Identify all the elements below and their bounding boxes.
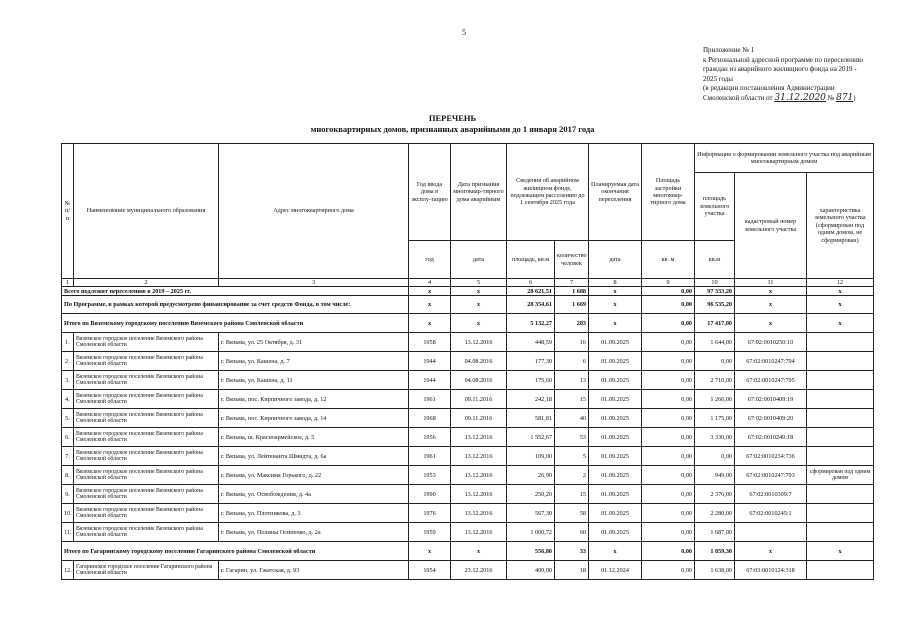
municipality-cell: Вяземское городское поселение Вяземского района Смоленской области <box>74 333 219 352</box>
header-built-area: Площадь застройки многоквар-тирного дома <box>642 144 695 241</box>
number-sign: № <box>827 93 835 102</box>
total-value: 97 333,20 <box>695 287 735 296</box>
total-value: х <box>589 287 642 296</box>
year-cell: 1976 <box>409 504 451 523</box>
characteristic-cell <box>807 485 874 504</box>
cadastral-cell: 67:02:0010409:19 <box>735 390 807 409</box>
row-number: 4. <box>62 390 74 409</box>
total-value: 28 621,51 <box>507 287 555 296</box>
total-value: х <box>735 542 807 561</box>
column-number: 3 <box>219 279 409 287</box>
total-value: 283 <box>555 314 589 333</box>
area-cell: 567,30 <box>507 504 555 523</box>
cadastral-cell: 67:02:0010234:736 <box>735 447 807 466</box>
land-area-cell: 1 175,00 <box>695 409 735 428</box>
land-area-cell: 0,00 <box>695 352 735 371</box>
year-cell: 1968 <box>409 409 451 428</box>
planned-date-cell: 01.09.2025 <box>589 333 642 352</box>
land-area-cell: 3 330,00 <box>695 428 735 447</box>
address-cell: г. Вязьма, ул. 25 Октября, д. 31 <box>219 333 409 352</box>
cadastral-cell: 67:02:0010309:7 <box>735 485 807 504</box>
recognition-date-cell: 13.12.2016 <box>451 428 507 447</box>
planned-date-cell: 01.09.2025 <box>589 504 642 523</box>
handwritten-date: 31.12.2020 <box>774 92 826 103</box>
header-land-area: площадь земельного участка <box>695 173 735 241</box>
built-area-cell: 0,00 <box>642 409 695 428</box>
land-area-cell: 1 687,00 <box>695 523 735 542</box>
cadastral-cell: 67:02:0010247:793 <box>735 466 807 485</box>
row-number: 9. <box>62 485 74 504</box>
header-housing-info: Сведения об аварийном жилищном фонде, подлежащем расселению до 1 сентября 2025 года <box>507 144 589 241</box>
area-cell: 581,81 <box>507 409 555 428</box>
table-row <box>62 428 874 447</box>
built-area-cell: 0,00 <box>642 504 695 523</box>
table-row <box>62 409 874 428</box>
area-cell: 1 000,72 <box>507 523 555 542</box>
unit-area: площадь, кв.м <box>507 241 555 279</box>
table-row <box>62 466 874 485</box>
header-recognition: Дата признания многоквар-тирного дома аварийным <box>451 144 507 241</box>
unit-people: количество человек <box>555 241 589 279</box>
address-cell: г. Гагарин, ул. Гжатская, д. 93 <box>219 561 409 580</box>
year-cell: 1956 <box>409 428 451 447</box>
total-value: 0,00 <box>642 287 695 296</box>
municipality-cell: Вяземское городское поселение Вяземского района Смоленской области <box>74 447 219 466</box>
address-cell: г. Вязьма, ул. Максима Горького, д. 22 <box>219 466 409 485</box>
area-cell: 175,60 <box>507 371 555 390</box>
total-value: х <box>409 287 451 296</box>
table-row <box>62 371 874 390</box>
recognition-date-cell: 23.12.2016 <box>451 561 507 580</box>
characteristic-cell <box>807 390 874 409</box>
municipality-cell: Вяземское городское поселение Вяземского района Смоленской области <box>74 428 219 447</box>
people-cell: 6 <box>555 352 589 371</box>
recognition-date-cell: 13.12.2016 <box>451 485 507 504</box>
land-area-cell: 1 644,00 <box>695 333 735 352</box>
recognition-date-cell: 13.12.2016 <box>451 333 507 352</box>
year-cell: 1961 <box>409 390 451 409</box>
header-characteristic: характеристика земельного участка (сформирован под одним домом, не сформирован) <box>807 173 874 279</box>
buildings-table <box>61 143 874 580</box>
table-row <box>62 447 874 466</box>
total-value: 1 859,30 <box>695 542 735 561</box>
municipality-cell: Вяземское городское поселение Вяземского района Смоленской области <box>74 466 219 485</box>
people-cell: 60 <box>555 523 589 542</box>
people-cell: 18 <box>555 561 589 580</box>
area-cell: 242,18 <box>507 390 555 409</box>
total-value: 17 417,00 <box>695 314 735 333</box>
address-cell: г. Вязьма, ул. Освобождения, д. 4а <box>219 485 409 504</box>
unit-date: дата <box>451 241 507 279</box>
cadastral-cell <box>735 523 807 542</box>
header-planned: Планируемая дата окончания переселения <box>589 144 642 241</box>
total-value: 28 354,61 <box>507 296 555 314</box>
characteristic-cell <box>807 352 874 371</box>
total-value: х <box>451 314 507 333</box>
planned-date-cell: 01.09.2025 <box>589 523 642 542</box>
recognition-date-cell: 04.08.2016 <box>451 371 507 390</box>
recognition-date-cell: 13.12.2016 <box>451 523 507 542</box>
unit-sqm: кв. м <box>642 241 695 279</box>
table-row <box>62 390 874 409</box>
row-number: 8. <box>62 466 74 485</box>
total-value: х <box>451 542 507 561</box>
built-area-cell: 0,00 <box>642 352 695 371</box>
total-row <box>62 314 874 333</box>
characteristic-cell <box>807 409 874 428</box>
total-row <box>62 287 874 296</box>
column-number: 5 <box>451 279 507 287</box>
total-value: 1 669 <box>555 296 589 314</box>
people-cell: 40 <box>555 409 589 428</box>
total-value: х <box>409 314 451 333</box>
total-value: х <box>735 287 807 296</box>
year-cell: 1954 <box>409 561 451 580</box>
total-value: х <box>451 296 507 314</box>
planned-date-cell: 01.12.2024 <box>589 561 642 580</box>
total-value: 0,00 <box>642 542 695 561</box>
total-value: 1 688 <box>555 287 589 296</box>
row-number: 10. <box>62 504 74 523</box>
appendix-line: (в редакции постановления Администрации <box>703 84 835 92</box>
column-number: 1 <box>62 279 74 287</box>
unit-year: год <box>409 241 451 279</box>
total-value: х <box>807 296 874 314</box>
row-number: 11. <box>62 523 74 542</box>
total-row <box>62 296 874 314</box>
built-area-cell: 0,00 <box>642 333 695 352</box>
municipality-cell: Гагаринское городское поселение Гагаринского района Смоленской области <box>74 561 219 580</box>
address-cell: г. Вязьма, ул. Плотникова, д. 3 <box>219 504 409 523</box>
recognition-date-cell: 09.11.2016 <box>451 409 507 428</box>
row-number: 7. <box>62 447 74 466</box>
column-number: 8 <box>589 279 642 287</box>
year-cell: 1961 <box>409 447 451 466</box>
column-number: 6 <box>507 279 555 287</box>
total-value: х <box>735 314 807 333</box>
closing-paren: ) <box>853 93 856 102</box>
column-number: 12 <box>807 279 874 287</box>
total-label: Всего подлежит переселению в 2019 – 2025 гг. <box>62 287 409 296</box>
header-address: Адрес многоквартирного дома <box>219 144 409 279</box>
land-area-cell: 2 280,00 <box>695 504 735 523</box>
planned-date-cell: 01.09.2025 <box>589 428 642 447</box>
cadastral-cell: 67:02:0010250:10 <box>735 333 807 352</box>
appendix-line <box>703 94 893 104</box>
header-cadastral: кадастровый номер земельного участка <box>735 173 807 279</box>
total-value: 33 <box>555 542 589 561</box>
planned-date-cell: 01.09.2025 <box>589 447 642 466</box>
year-cell: 1953 <box>409 466 451 485</box>
built-area-cell: 0,00 <box>642 485 695 504</box>
page-number: 5 <box>462 28 466 37</box>
land-area-cell: 1 638,00 <box>695 561 735 580</box>
planned-date-cell: 01.09.2025 <box>589 485 642 504</box>
planned-date-cell: 01.09.2025 <box>589 390 642 409</box>
recognition-date-cell: 13.12.2016 <box>451 447 507 466</box>
address-cell: г. Вязьма, ул. Кашена, д. 7 <box>219 352 409 371</box>
table-row <box>62 561 874 580</box>
table-row <box>62 504 874 523</box>
built-area-cell: 0,00 <box>642 523 695 542</box>
total-label: По Программе, в рамках которой предусмотрено финансирование за счет средств Фонда, в том числе: <box>62 296 409 314</box>
cadastral-cell: 67:02:0010247:794 <box>735 352 807 371</box>
characteristic-cell <box>807 504 874 523</box>
total-value: х <box>589 314 642 333</box>
address-cell: г. Вязьма, ул. Полины Осипенко, д. 2а <box>219 523 409 542</box>
total-row <box>62 542 874 561</box>
total-value: х <box>409 542 451 561</box>
total-label: Итого по Гагаринскому городскому поселению Гагаринского района Смоленской области <box>62 542 409 561</box>
planned-date-cell: 01.09.2025 <box>589 409 642 428</box>
row-number: 12. <box>62 561 74 580</box>
municipality-cell: Вяземское городское поселение Вяземского района Смоленской области <box>74 352 219 371</box>
row-number: 5. <box>62 409 74 428</box>
total-value: 5 132,27 <box>507 314 555 333</box>
land-area-cell: 0,00 <box>695 447 735 466</box>
header-year: Год ввода дома в эксплу-тацию <box>409 144 451 241</box>
total-value: х <box>451 287 507 296</box>
area-cell: 400,00 <box>507 561 555 580</box>
total-value: х <box>735 296 807 314</box>
total-value: х <box>589 296 642 314</box>
address-cell: г. Вязьма, ул. Кашена, д. 11 <box>219 371 409 390</box>
people-cell: 15 <box>555 390 589 409</box>
address-cell: г. Вязьма, пос. Кирпичного завода, д. 12 <box>219 390 409 409</box>
land-area-cell: 1 266,00 <box>695 390 735 409</box>
table-row <box>62 352 874 371</box>
area-cell: 448,59 <box>507 333 555 352</box>
characteristic-cell <box>807 561 874 580</box>
cadastral-cell: 67:03:0010124:318 <box>735 561 807 580</box>
total-label: Итого по Вяземскому городскому поселению Вяземского района Смоленской области <box>62 314 409 333</box>
year-cell: 1944 <box>409 371 451 390</box>
people-cell: 15 <box>555 485 589 504</box>
appendix-line: Приложение № 1 <box>703 46 755 54</box>
address-cell: г. Вязьма, ул. Лейтенанта Шмидта, д. 6а <box>219 447 409 466</box>
year-cell: 1990 <box>409 485 451 504</box>
people-cell: 16 <box>555 333 589 352</box>
appendix-line: 2025 годы <box>703 74 734 83</box>
appendix-line: к Региональной адресной программе по переселению <box>703 55 864 64</box>
area-cell: 1 552,67 <box>507 428 555 447</box>
municipality-cell: Вяземское городское поселение Вяземского района Смоленской области <box>74 390 219 409</box>
characteristic-cell <box>807 428 874 447</box>
cadastral-cell: 67:02:0010247:795 <box>735 371 807 390</box>
people-cell: 58 <box>555 504 589 523</box>
appendix-note <box>703 46 893 103</box>
area-cell: 250,20 <box>507 485 555 504</box>
recognition-date-cell: 04.08.2016 <box>451 352 507 371</box>
year-cell: 1944 <box>409 352 451 371</box>
column-number: 9 <box>642 279 695 287</box>
built-area-cell: 0,00 <box>642 561 695 580</box>
address-cell: г. Вязьма, пос. Кирпичного завода, д. 14 <box>219 409 409 428</box>
municipality-cell: Вяземское городское поселение Вяземского района Смоленской области <box>74 409 219 428</box>
row-number: 2. <box>62 352 74 371</box>
table-row <box>62 523 874 542</box>
table-row <box>62 333 874 352</box>
handwritten-number: 871 <box>836 92 854 103</box>
recognition-date-cell: 09.11.2016 <box>451 390 507 409</box>
row-number: 6. <box>62 428 74 447</box>
people-cell: 2 <box>555 466 589 485</box>
column-number: 4 <box>409 279 451 287</box>
appendix-line: граждан из аварийного жилищного фонда на 2019 - <box>703 65 857 73</box>
document-title <box>0 113 905 135</box>
built-area-cell: 0,00 <box>642 390 695 409</box>
planned-date-cell: 01.09.2025 <box>589 352 642 371</box>
cadastral-cell: 67:02:0010249:18 <box>735 428 807 447</box>
header-land-info: Информация о формировании земельного участка под аварийным многоквартирным домом <box>695 144 874 173</box>
land-area-cell: 2 376,00 <box>695 485 735 504</box>
people-cell: 53 <box>555 428 589 447</box>
header-municipality: Наименование муниципального образования <box>74 144 219 279</box>
planned-date-cell: 01.09.2025 <box>589 371 642 390</box>
characteristic-cell <box>807 333 874 352</box>
municipality-cell: Вяземское городское поселение Вяземского района Смоленской области <box>74 485 219 504</box>
characteristic-cell <box>807 447 874 466</box>
total-value: х <box>807 542 874 561</box>
built-area-cell: 0,00 <box>642 466 695 485</box>
cadastral-cell: 67:02:0010245:1 <box>735 504 807 523</box>
address-cell: г. Вязьма, ш. Красноармейское, д. 5 <box>219 428 409 447</box>
people-cell: 13 <box>555 371 589 390</box>
municipality-cell: Вяземское городское поселение Вяземского района Смоленской области <box>74 504 219 523</box>
built-area-cell: 0,00 <box>642 371 695 390</box>
total-value: 556,80 <box>507 542 555 561</box>
total-value: 96 535,20 <box>695 296 735 314</box>
recognition-date-cell: 13.12.2016 <box>451 504 507 523</box>
header-num: № п/п <box>62 144 74 279</box>
people-cell: 5 <box>555 447 589 466</box>
table-row <box>62 485 874 504</box>
characteristic-cell <box>807 371 874 390</box>
recognition-date-cell: 13.12.2016 <box>451 466 507 485</box>
area-cell: 26,90 <box>507 466 555 485</box>
column-number: 11 <box>735 279 807 287</box>
total-value: х <box>409 296 451 314</box>
built-area-cell: 0,00 <box>642 428 695 447</box>
characteristic-cell: сформирован под одним домом <box>807 466 874 485</box>
total-value: х <box>807 287 874 296</box>
unit-date-planned: дата <box>589 241 642 279</box>
planned-date-cell: 01.09.2025 <box>589 466 642 485</box>
column-number: 10 <box>695 279 735 287</box>
area-cell: 109,00 <box>507 447 555 466</box>
cadastral-cell: 67:02:0010409:20 <box>735 409 807 428</box>
year-cell: 1958 <box>409 333 451 352</box>
total-value: 0,00 <box>642 314 695 333</box>
year-cell: 1959 <box>409 523 451 542</box>
unit-sqm-land: кв.м <box>695 241 735 279</box>
total-value: 0,00 <box>642 296 695 314</box>
characteristic-cell <box>807 523 874 542</box>
row-number: 3. <box>62 371 74 390</box>
title-line: ПЕРЕЧЕНЬ <box>428 113 477 123</box>
appendix-prefix: Смоленской области от <box>703 93 773 102</box>
total-value: х <box>807 314 874 333</box>
area-cell: 177,30 <box>507 352 555 371</box>
land-area-cell: 2 710,00 <box>695 371 735 390</box>
title-subline: многоквартирных домов, признанных аварийными до 1 января 2017 года <box>310 124 595 134</box>
built-area-cell: 0,00 <box>642 447 695 466</box>
land-area-cell: 949,00 <box>695 466 735 485</box>
row-number: 1. <box>62 333 74 352</box>
column-number: 2 <box>74 279 219 287</box>
municipality-cell: Вяземское городское поселение Вяземского района Смоленской области <box>74 523 219 542</box>
column-number: 7 <box>555 279 589 287</box>
municipality-cell: Вяземское городское поселение Вяземского района Смоленской области <box>74 371 219 390</box>
total-value: х <box>589 542 642 561</box>
